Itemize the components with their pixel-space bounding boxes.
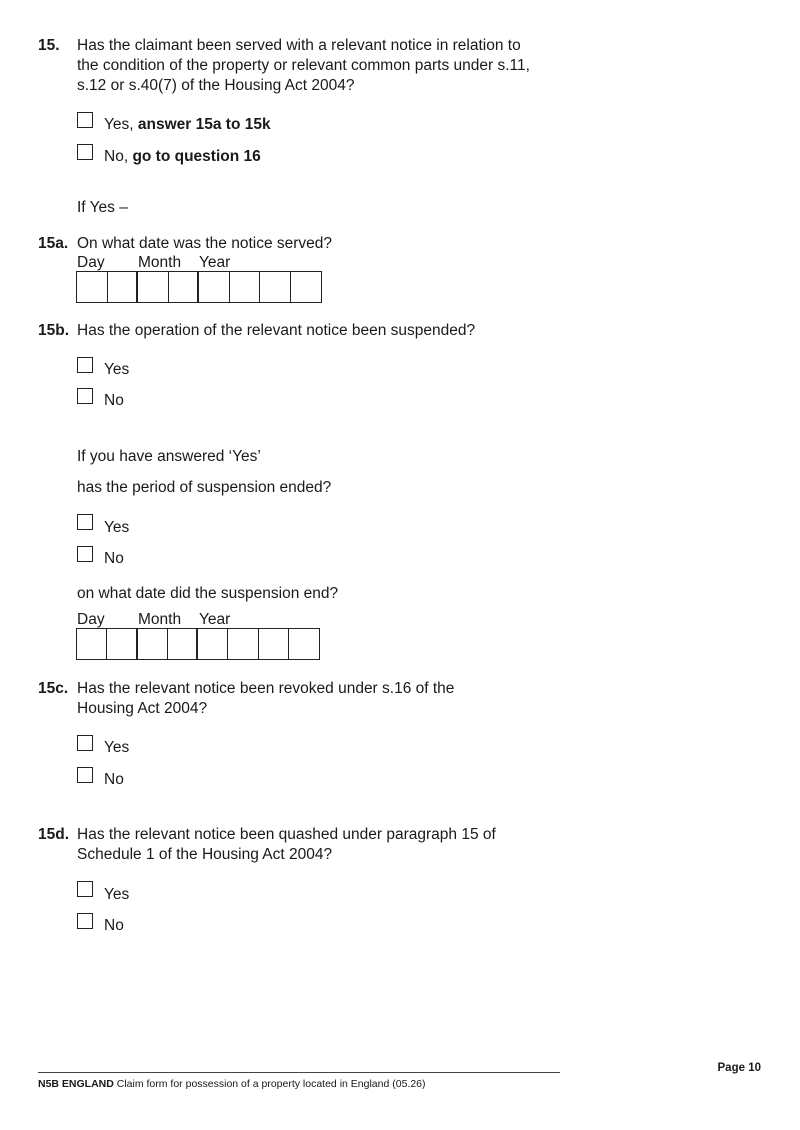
question-15b-text: Has the operation of the relevant notice been suspended? <box>77 322 476 339</box>
question-15d-text-line: Has the relevant notice been quashed under paragraph 15 of <box>77 826 496 843</box>
q15d-no-checkbox[interactable] <box>77 913 93 929</box>
date-digit-box[interactable] <box>108 272 139 302</box>
question-15d-text <box>77 825 496 865</box>
date-digit-box[interactable] <box>138 629 168 659</box>
question-15c-text-line: Has the relevant notice been revoked under s.16 of the <box>77 680 455 697</box>
date-digit-box[interactable] <box>260 272 291 302</box>
q15b-no-checkbox[interactable] <box>77 388 93 404</box>
q15c-no-checkbox[interactable] <box>77 767 93 783</box>
q15c-yes-label: Yes <box>104 739 130 756</box>
question-15c-text-line: Housing Act 2004? <box>77 700 208 717</box>
month-label: Month <box>138 254 182 271</box>
q15-no-label <box>104 148 261 166</box>
q15b-period-yes-label: Yes <box>104 519 130 536</box>
footer-divider <box>38 1072 560 1073</box>
page-number: Page 10 <box>717 1062 761 1074</box>
date-digit-box[interactable] <box>289 629 319 659</box>
q15b-no-label: No <box>104 392 124 409</box>
question-15d-number: 15d. <box>38 826 70 843</box>
date-digit-box[interactable] <box>77 629 107 659</box>
date-digit-box[interactable] <box>230 272 261 302</box>
date-digit-box[interactable] <box>198 629 228 659</box>
month-label: Month <box>138 611 182 628</box>
question-15c-number: 15c. <box>38 680 69 697</box>
q15c-yes-checkbox[interactable] <box>77 735 93 751</box>
question-15-number: 15. <box>38 37 60 54</box>
question-15-text-line: Has the claimant been served with a relevant notice in relation to <box>77 37 521 54</box>
q15b-yes-label: Yes <box>104 361 130 378</box>
date-digit-box[interactable] <box>107 629 137 659</box>
q15d-yes-label: Yes <box>104 886 130 903</box>
date-digit-box[interactable] <box>291 272 322 302</box>
footer-text <box>38 1078 426 1090</box>
q15b-yes-checkbox[interactable] <box>77 357 93 373</box>
q15d-yes-checkbox[interactable] <box>77 881 93 897</box>
q15-yes-label-plain: Yes, <box>104 116 138 133</box>
question-15c-text <box>77 679 454 719</box>
question-15d-text-line: Schedule 1 of the Housing Act 2004? <box>77 846 333 863</box>
date-digit-box[interactable] <box>138 272 169 302</box>
q15-yes-label <box>104 116 271 134</box>
q15-no-label-instruction: go to question 16 <box>132 148 261 165</box>
question-15b-number: 15b. <box>38 322 70 339</box>
date-digit-box[interactable] <box>77 272 108 302</box>
q15b-period-no-label: No <box>104 550 124 567</box>
q15b-period-question: has the period of suspension ended? <box>77 479 332 496</box>
q15c-no-label: No <box>104 771 124 788</box>
q15b-period-yes-checkbox[interactable] <box>77 514 93 530</box>
q15b-if-answered-yes-text: If you have answered ‘Yes’ <box>77 448 261 465</box>
q15b-period-no-checkbox[interactable] <box>77 546 93 562</box>
question-15a-number: 15a. <box>38 235 69 252</box>
q15-yes-label-instruction: answer 15a to 15k <box>137 116 271 133</box>
year-label: Year <box>199 254 231 271</box>
question-15-text <box>77 36 530 96</box>
q15-no-label-plain: No, <box>104 148 133 165</box>
question-15-text-line: the condition of the property or relevant common parts under s.11, <box>77 57 530 74</box>
day-label: Day <box>77 254 105 271</box>
date-digit-box[interactable] <box>168 629 198 659</box>
footer-form-title: Claim form for possession of a property located in England (05.26) <box>113 1078 426 1090</box>
day-label: Day <box>77 611 105 628</box>
q15b-end-date-question: on what date did the suspension end? <box>77 585 339 602</box>
date-digit-box[interactable] <box>259 629 289 659</box>
q15-if-yes-text: If Yes – <box>77 199 128 216</box>
date-digit-box[interactable] <box>169 272 200 302</box>
date-digit-box[interactable] <box>228 629 258 659</box>
q15-yes-checkbox[interactable] <box>77 112 93 128</box>
year-label: Year <box>199 611 231 628</box>
date-digit-box[interactable] <box>199 272 230 302</box>
question-15-text-line: s.12 or s.40(7) of the Housing Act 2004? <box>77 77 355 94</box>
q15a-date-input <box>76 271 322 303</box>
q15d-no-label: No <box>104 917 124 934</box>
question-15a-text: On what date was the notice served? <box>77 235 333 252</box>
footer-form-code: N5B ENGLAND <box>38 1078 114 1090</box>
q15b-date-input <box>76 628 320 660</box>
q15-no-checkbox[interactable] <box>77 144 93 160</box>
